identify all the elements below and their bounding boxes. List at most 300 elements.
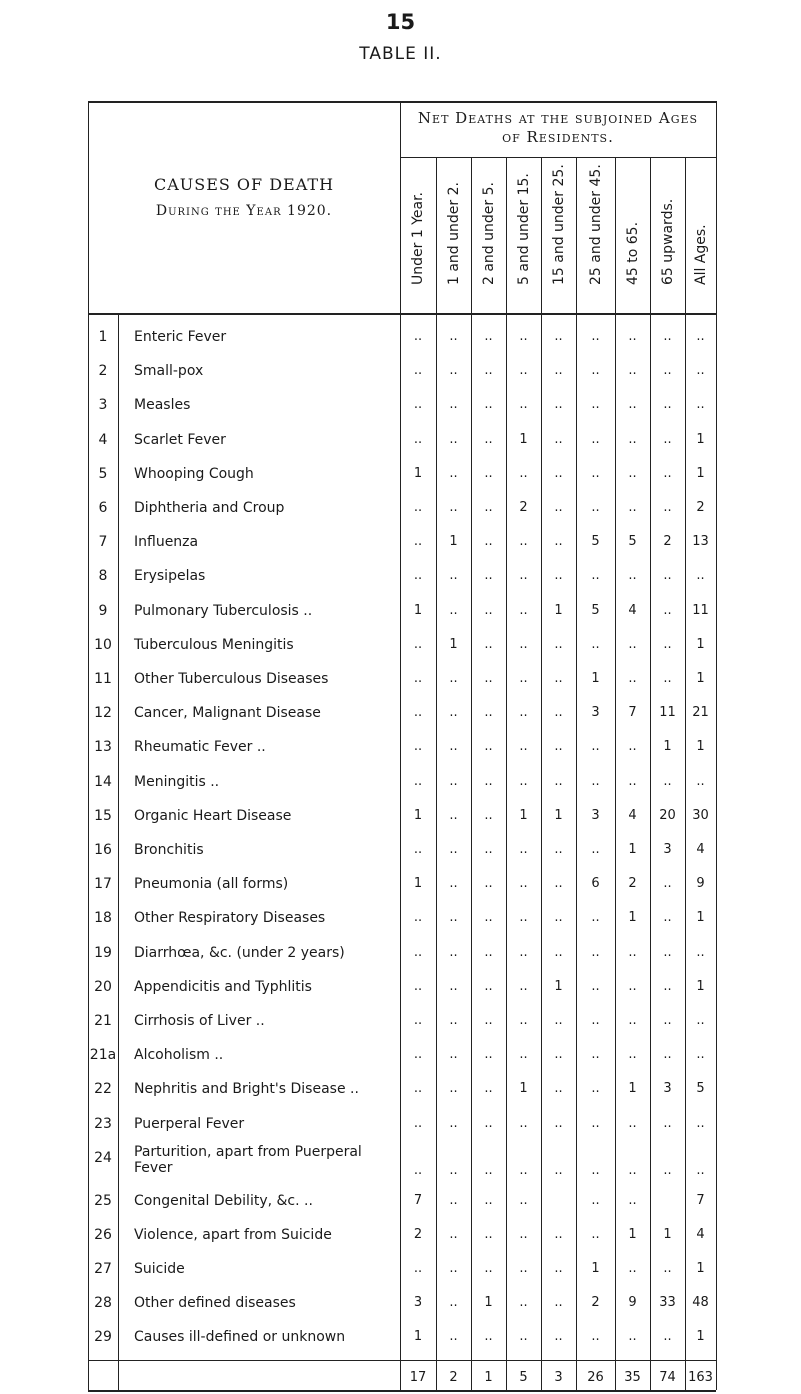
count-cell: 5 — [696, 1081, 705, 1097]
count-cell: 1 — [449, 636, 458, 652]
count-cell: .. — [554, 705, 563, 721]
count-cell: 1 — [519, 1081, 528, 1097]
row-number: 8 — [98, 568, 108, 585]
age-column-header — [541, 159, 576, 309]
table-row — [88, 1321, 716, 1355]
count-cell: 1 — [696, 739, 705, 755]
count-cell: .. — [484, 944, 493, 960]
count-cell: .. — [663, 773, 672, 789]
count-cell: 3 — [591, 705, 600, 721]
count-cell: 1 — [663, 1226, 672, 1242]
totals-top-rule — [88, 1360, 716, 1361]
cause-label: Meningitis .. — [134, 773, 220, 790]
count-cell: 4 — [628, 602, 637, 618]
row-number: 6 — [98, 500, 108, 516]
count-cell: .. — [413, 1081, 423, 1097]
count-cell: 1 — [663, 739, 672, 755]
header-rule — [88, 313, 716, 315]
row-number: 27 — [94, 1260, 112, 1277]
count-cell: .. — [484, 1162, 493, 1178]
column-rule — [436, 157, 437, 1390]
count-cell: 1 — [628, 842, 637, 857]
table-row — [88, 1287, 716, 1321]
table-row — [88, 1253, 716, 1287]
age-column-label: 25 and under 45. — [587, 164, 604, 285]
count-cell: 1 — [628, 910, 637, 926]
count-cell: 5 — [591, 534, 600, 550]
count-cell: .. — [591, 1329, 600, 1345]
count-cell: .. — [449, 500, 458, 515]
table-row — [88, 355, 716, 389]
count-cell: 3 — [413, 1295, 423, 1311]
count-cell: .. — [628, 1329, 637, 1345]
count-cell: 1 — [696, 1329, 705, 1345]
count-cell: .. — [484, 842, 493, 857]
count-cell: .. — [554, 500, 563, 515]
table-row — [88, 458, 716, 492]
count-cell: .. — [628, 1162, 637, 1178]
count-cell: .. — [663, 876, 672, 892]
table-row — [88, 697, 716, 731]
count-cell: .. — [628, 671, 637, 686]
count-cell: .. — [519, 1162, 528, 1178]
cause-label: Other Tuberculous Diseases — [134, 671, 329, 687]
count-cell: .. — [554, 1260, 563, 1276]
count-cell: 1 — [554, 602, 563, 618]
column-rule — [685, 157, 686, 1390]
count-cell: .. — [449, 1329, 458, 1345]
age-column-label: 15 and under 25. — [550, 164, 567, 285]
count-cell: .. — [696, 1162, 705, 1178]
count-cell: .. — [628, 329, 637, 344]
table-row — [88, 1073, 716, 1107]
table-row — [88, 731, 716, 765]
column-rule — [650, 157, 651, 1390]
age-span-header — [400, 109, 716, 147]
age-column-header — [436, 159, 471, 309]
cause-label: Erysipelas — [134, 568, 206, 585]
count-cell: .. — [554, 363, 563, 379]
table-row — [88, 424, 716, 458]
row-number: 5 — [98, 465, 108, 482]
count-cell: 21 — [692, 705, 709, 721]
count-cell: .. — [413, 1047, 423, 1063]
row-number: 16 — [94, 842, 112, 858]
count-cell: .. — [449, 876, 458, 892]
count-cell: .. — [554, 329, 563, 344]
table-row — [88, 560, 716, 594]
count-cell: .. — [554, 842, 563, 857]
column-rule — [400, 101, 401, 1390]
count-cell: .. — [449, 944, 458, 960]
count-cell: 11 — [659, 705, 676, 721]
cause-label: Pulmonary Tuberculosis .. — [134, 602, 313, 619]
row-number: 29 — [94, 1329, 112, 1346]
cause-label: Enteric Fever — [134, 329, 227, 345]
count-cell: 1 — [628, 1081, 637, 1097]
table-row — [88, 595, 716, 629]
cause-label: Alcoholism .. — [134, 1047, 224, 1064]
count-cell: .. — [449, 1295, 458, 1311]
count-cell: .. — [554, 1329, 563, 1345]
row-number: 21a — [89, 1047, 117, 1064]
cause-label: Puerperal Fever — [134, 1115, 245, 1132]
bottom-rule — [88, 1390, 716, 1392]
count-cell: 1 — [413, 1329, 423, 1345]
cause-label: Suicide — [134, 1260, 185, 1277]
count-cell: .. — [519, 465, 528, 481]
count-cell: .. — [484, 465, 493, 481]
table-row — [88, 1005, 716, 1039]
count-cell: 1 — [696, 431, 705, 447]
count-cell: .. — [413, 1013, 423, 1028]
count-cell: .. — [663, 1260, 672, 1276]
count-cell: 1 — [696, 671, 705, 686]
count-cell: .. — [449, 465, 458, 481]
count-cell: .. — [696, 329, 705, 344]
count-cell: .. — [449, 1115, 458, 1131]
count-cell: .. — [449, 978, 458, 994]
total-cell: 2 — [449, 1369, 458, 1385]
table-row — [88, 971, 716, 1005]
count-cell: .. — [484, 1013, 493, 1028]
count-cell: 1 — [696, 910, 705, 926]
count-cell: 9 — [628, 1295, 637, 1311]
age-column-label: 2 and under 5. — [480, 182, 497, 285]
count-cell: .. — [449, 568, 458, 584]
count-cell: .. — [519, 1295, 528, 1311]
count-cell: 4 — [628, 807, 637, 823]
count-cell: .. — [413, 1162, 423, 1178]
table-row — [88, 1039, 716, 1073]
count-cell: .. — [484, 705, 493, 721]
count-cell: .. — [628, 944, 637, 960]
count-cell: 1 — [519, 807, 528, 823]
age-column-header — [506, 159, 541, 309]
count-cell: .. — [591, 636, 600, 652]
mortality-table — [88, 101, 716, 1385]
count-cell: .. — [484, 739, 493, 755]
count-cell: .. — [591, 842, 600, 857]
count-cell: 4 — [696, 842, 705, 857]
cause-label: Pneumonia (all forms) — [134, 876, 289, 893]
table-row — [88, 1142, 716, 1185]
count-cell: 5 — [591, 602, 600, 618]
count-cell: .. — [484, 431, 493, 447]
column-rule — [615, 157, 616, 1390]
count-cell: .. — [628, 1047, 637, 1063]
count-cell: .. — [696, 1115, 705, 1131]
cause-label: Whooping Cough — [134, 465, 254, 482]
cause-label: Influenza — [134, 534, 199, 551]
count-cell: .. — [554, 568, 563, 584]
count-cell: 1 — [591, 1260, 600, 1276]
count-cell: .. — [663, 1162, 672, 1178]
count-cell: .. — [663, 465, 672, 481]
count-cell: .. — [519, 842, 528, 857]
count-cell: .. — [484, 1260, 493, 1276]
count-cell: .. — [413, 534, 423, 550]
count-cell: 1 — [696, 978, 705, 994]
count-cell: .. — [591, 363, 600, 379]
row-number: 9 — [98, 602, 108, 619]
column-rule — [716, 101, 717, 1390]
age-column-label: 45 to 65. — [624, 221, 641, 285]
count-cell: .. — [519, 534, 528, 550]
count-cell: .. — [519, 329, 528, 344]
count-cell: 1 — [696, 465, 705, 481]
count-cell: .. — [591, 1115, 600, 1131]
cause-label: Bronchitis — [134, 842, 204, 858]
row-number: 26 — [94, 1226, 112, 1243]
count-cell: .. — [696, 944, 705, 960]
table-row — [88, 834, 716, 868]
count-cell: .. — [519, 739, 528, 755]
cause-label: Diarrhœa, &c. (under 2 years) — [134, 944, 345, 961]
count-cell: .. — [484, 329, 493, 344]
left-border — [88, 101, 89, 1390]
count-cell: .. — [591, 329, 600, 344]
count-cell: 1 — [484, 1295, 493, 1311]
count-cell: 1 — [413, 807, 423, 823]
count-cell: .. — [484, 1192, 493, 1208]
row-number: 21 — [94, 1013, 112, 1029]
age-column-header — [650, 159, 685, 309]
count-cell: .. — [628, 978, 637, 994]
table-row — [88, 663, 716, 697]
age-column-header — [685, 159, 716, 309]
count-cell: 48 — [692, 1295, 709, 1311]
count-cell: 7 — [628, 705, 637, 721]
table-row — [88, 766, 716, 800]
row-number: 17 — [94, 876, 112, 893]
count-cell: 9 — [696, 876, 705, 892]
row-number: 4 — [98, 431, 108, 448]
row-number: 13 — [94, 739, 112, 756]
count-cell: .. — [519, 944, 528, 960]
count-cell: .. — [484, 773, 493, 789]
table-row — [88, 800, 716, 834]
count-cell: .. — [413, 636, 423, 652]
column-rule — [471, 157, 472, 1390]
count-cell: .. — [449, 1192, 458, 1208]
count-cell: .. — [519, 910, 528, 926]
age-column-header — [576, 159, 615, 309]
causes-heading: CAUSES OF DEATH — [153, 175, 335, 194]
count-cell: 2 — [413, 1226, 423, 1242]
count-cell: .. — [554, 671, 563, 686]
table-row — [88, 1108, 716, 1142]
count-cell: .. — [663, 1013, 672, 1028]
count-cell: .. — [413, 739, 423, 755]
count-cell: .. — [449, 671, 458, 686]
cause-label: Causes ill-defined or unknown — [134, 1329, 346, 1346]
count-cell: .. — [519, 636, 528, 652]
count-cell: .. — [554, 534, 563, 550]
count-cell: .. — [449, 1081, 458, 1097]
table-row — [88, 321, 716, 355]
count-cell: .. — [519, 671, 528, 686]
row-number: 18 — [94, 910, 112, 927]
total-cell: 3 — [554, 1369, 563, 1385]
row-number: 28 — [94, 1295, 112, 1312]
count-cell: .. — [484, 500, 493, 515]
count-cell: .. — [663, 1329, 672, 1345]
row-number: 10 — [94, 636, 112, 653]
total-cell: 163 — [688, 1369, 713, 1385]
age-column-header — [615, 159, 650, 309]
total-cell: 35 — [624, 1369, 641, 1385]
count-cell: .. — [554, 397, 563, 413]
count-cell: .. — [591, 773, 600, 789]
count-cell: .. — [449, 602, 458, 618]
count-cell: .. — [449, 329, 458, 344]
count-cell: .. — [519, 1115, 528, 1131]
causes-subheading: During the Year 1920. — [155, 203, 333, 219]
count-cell: 2 — [628, 876, 637, 892]
count-cell: .. — [484, 910, 493, 926]
count-cell: .. — [663, 500, 672, 515]
count-cell: 3 — [663, 1081, 672, 1097]
row-number: 25 — [94, 1192, 112, 1209]
count-cell: .. — [591, 1162, 600, 1178]
count-cell: .. — [449, 705, 458, 721]
count-cell: .. — [628, 773, 637, 789]
count-cell: .. — [554, 910, 563, 926]
count-cell: 4 — [696, 1226, 705, 1242]
row-number: 24 — [94, 1149, 112, 1166]
count-cell: .. — [484, 363, 493, 379]
count-cell: .. — [554, 1013, 563, 1028]
count-cell: .. — [519, 1260, 528, 1276]
count-cell: .. — [449, 431, 458, 447]
count-cell: 5 — [628, 534, 637, 550]
count-cell: .. — [449, 363, 458, 379]
count-cell: 33 — [659, 1295, 676, 1311]
count-cell: 7 — [696, 1192, 705, 1208]
count-cell: .. — [449, 842, 458, 857]
age-column-label: 5 and under 15. — [515, 173, 532, 285]
totals-row — [88, 1360, 716, 1394]
age-column-header — [471, 159, 506, 309]
count-cell: 1 — [519, 431, 528, 447]
cause-label: Organic Heart Disease — [134, 807, 292, 824]
count-cell: .. — [591, 1081, 600, 1097]
total-cell: 5 — [519, 1369, 528, 1385]
column-rule — [541, 157, 542, 1390]
count-cell: .. — [554, 773, 563, 789]
cause-label: Diphtheria and Croup — [134, 500, 285, 516]
row-number: 12 — [94, 705, 112, 722]
count-cell: .. — [484, 1047, 493, 1063]
count-cell: 2 — [519, 500, 528, 515]
count-cell: .. — [628, 1192, 637, 1208]
count-cell: .. — [449, 910, 458, 926]
count-cell: 30 — [692, 807, 709, 823]
count-cell: .. — [696, 568, 705, 584]
cause-label: Appendicitis and Typhlitis — [134, 978, 312, 995]
count-cell: .. — [449, 1013, 458, 1028]
count-cell: 6 — [591, 876, 600, 892]
table-row — [88, 868, 716, 902]
count-cell: .. — [413, 431, 423, 447]
count-cell: 1 — [554, 978, 563, 994]
row-number: 19 — [94, 944, 112, 961]
count-cell: .. — [628, 1260, 637, 1276]
count-cell: .. — [663, 1115, 672, 1131]
age-column-label: 1 and under 2. — [445, 182, 462, 285]
count-cell: .. — [519, 397, 528, 413]
count-cell: 13 — [692, 534, 709, 550]
count-cell: 1 — [696, 636, 705, 652]
count-cell: .. — [663, 431, 672, 447]
count-cell: .. — [628, 568, 637, 584]
total-cell: 17 — [409, 1369, 427, 1385]
table-row — [88, 1185, 716, 1219]
count-cell: 1 — [554, 807, 563, 823]
count-cell: .. — [628, 1115, 637, 1131]
count-cell: 2 — [591, 1295, 600, 1311]
count-cell: 3 — [663, 842, 672, 857]
table-row — [88, 629, 716, 663]
count-cell: .. — [554, 739, 563, 755]
count-cell: .. — [554, 431, 563, 447]
count-cell: .. — [628, 431, 637, 447]
count-cell: .. — [413, 944, 423, 960]
count-cell: .. — [413, 329, 423, 344]
count-cell: .. — [663, 397, 672, 413]
cause-label: Small-pox — [134, 363, 204, 380]
total-cell: 1 — [484, 1369, 493, 1385]
count-cell: .. — [413, 1260, 423, 1276]
count-cell: .. — [413, 910, 423, 926]
page-number: 15 — [385, 10, 416, 34]
age-span-line1: Net Deaths at the subjoined Ages — [417, 109, 699, 127]
count-cell: .. — [449, 397, 458, 413]
count-cell: .. — [663, 363, 672, 379]
cause-label: Violence, apart from Suicide — [134, 1226, 332, 1243]
count-cell: .. — [591, 978, 600, 994]
count-cell: .. — [663, 671, 672, 686]
count-cell: .. — [484, 1081, 493, 1097]
count-cell: .. — [449, 1226, 458, 1242]
count-cell: 3 — [591, 807, 600, 823]
count-cell: .. — [628, 1013, 637, 1028]
count-cell: .. — [484, 1329, 493, 1345]
count-cell: .. — [449, 1260, 458, 1276]
count-cell: .. — [591, 431, 600, 447]
count-cell: .. — [519, 568, 528, 584]
count-cell: .. — [696, 773, 705, 789]
table-row — [88, 1219, 716, 1253]
table-row — [88, 526, 716, 560]
age-column-header — [400, 159, 436, 309]
row-number: 23 — [94, 1115, 112, 1132]
count-cell: .. — [413, 500, 423, 515]
cause-label: Measles — [134, 397, 191, 414]
age-column-label: Under 1 Year. — [410, 192, 426, 285]
count-cell: .. — [484, 876, 493, 892]
count-cell: .. — [591, 910, 600, 926]
cause-label: Tuberculous Meningitis — [134, 636, 294, 653]
count-cell: 1 — [413, 465, 423, 481]
row-number: 15 — [94, 807, 112, 824]
count-cell: .. — [413, 397, 423, 413]
count-cell: .. — [663, 568, 672, 584]
cause-label: Other Respiratory Diseases — [134, 910, 326, 927]
count-cell: .. — [449, 773, 458, 789]
count-cell: .. — [591, 465, 600, 481]
